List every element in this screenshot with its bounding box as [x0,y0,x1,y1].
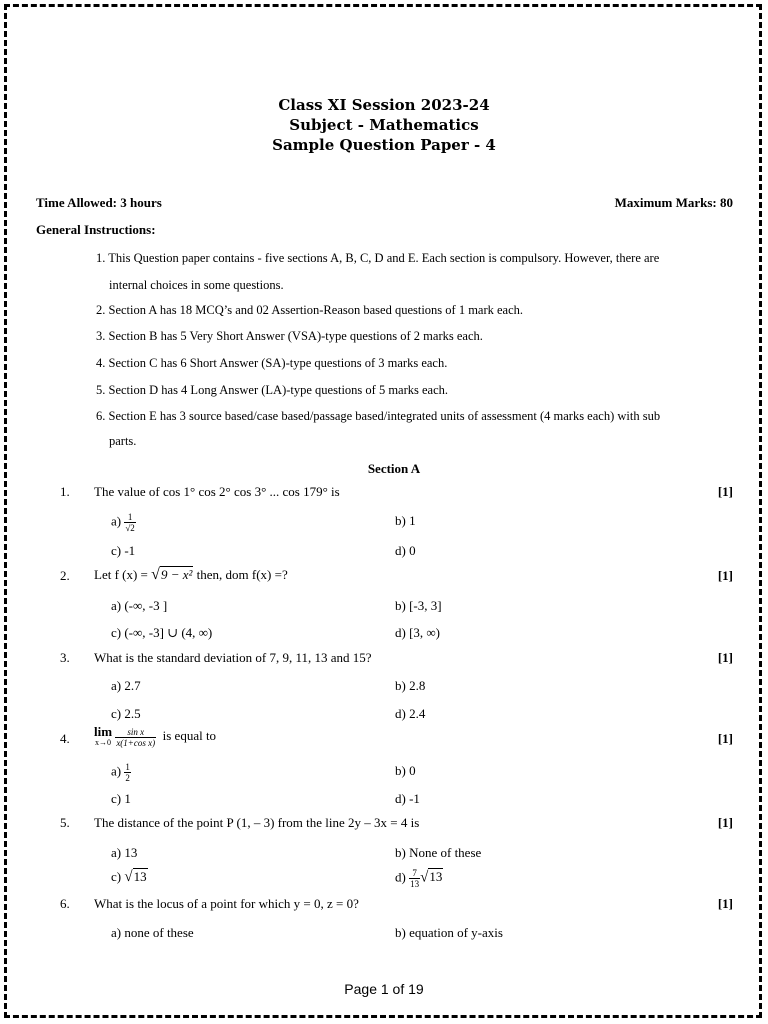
option-d: d) 2.4 [395,706,426,721]
option-b: b) 0 [395,763,416,778]
option-d [395,868,443,889]
question-text [94,726,216,748]
sqrt-symbol: √ [420,869,429,886]
question-marks: [1] [717,731,733,746]
section-title: Section A [367,461,421,476]
option-b: b) None of these [395,845,482,860]
option-b: b) 2.8 [395,678,426,693]
instruction-item: 5. Section D has 4 Long Answer (LA)-type questions of 5 marks each. [96,383,449,397]
limit-subscript: x→0 [95,738,112,747]
question-number: 1. [60,484,70,499]
instruction-item: 2. Section A has 18 MCQ’s and 02 Assertion-Reason based questions of 1 mark each. [96,303,524,317]
option-b: b) equation of y-axis [395,925,503,940]
fraction [124,762,131,783]
question-text: What is the standard deviation of 7, 9, 11, 13 and 15? [94,650,372,665]
header-class: Class XI Session 2023-24 [278,96,490,114]
question-text-post: is equal to [162,727,217,743]
fraction [124,512,135,533]
page-number: Page 1 of 19 [344,981,424,997]
question-text: The value of cos 1° cos 2° cos 3° ... cos 179° is [94,484,340,499]
fraction-numerator: 1 [125,762,130,772]
question-number: 3. [60,650,70,665]
general-instructions-title: General Instructions: [36,222,156,237]
question-text: What is the locus of a point for which y = 0, z = 0? [94,896,359,911]
question-number: 4. [60,731,70,746]
fraction-numerator: sin x [115,727,156,738]
limit-word: lim [94,724,113,739]
fraction [409,868,420,889]
option-label: a) [111,513,122,529]
question-number: 5. [60,815,70,830]
question-number: 6. [60,896,70,911]
header-paper: Sample Question Paper - 4 [272,136,496,154]
option-c: c) 1 [111,791,131,806]
question-text: The distance of the point P (1, – 3) from the line 2y – 3x = 4 is [94,815,420,830]
option-d: d) 0 [395,543,416,558]
fraction-numerator: 7 [409,868,420,879]
instruction-item: 1. This Question paper contains - five sections A, B, C, D and E. Each section is compulsory. However, there are [96,251,660,265]
option-a [111,762,131,783]
question-number: 2. [60,568,70,583]
question-marks: [1] [717,568,733,583]
option-a: a) (-∞, -3 ] [111,598,168,613]
time-allowed: Time Allowed: 3 hours [36,195,162,210]
question-marks: [1] [717,896,733,911]
question-text-pre: Let f (x) = [94,567,152,582]
instruction-item: 3. Section B has 5 Very Short Answer (VSA)-type questions of 2 marks each. [96,329,483,343]
option-label: c) [111,869,122,884]
option-a: a) 2.7 [111,678,141,693]
header-subject: Subject - Mathematics [289,116,479,134]
option-d: d) -1 [395,791,420,806]
sqrt-radicand: 13 [429,869,443,885]
option-a: a) none of these [111,925,194,940]
sqrt-expression: 9 − x² [160,567,193,582]
question-text [94,566,288,584]
option-d: d) [3, ∞) [395,625,441,640]
option-c: c) (-∞, -3] ∪ (4, ∞) [111,625,213,640]
fraction [115,727,156,748]
fraction-numerator: 1 [124,512,135,523]
option-c: c) -1 [111,543,136,558]
instruction-item: parts. [109,434,137,448]
fraction-denominator: √2 [125,523,135,533]
fraction-denominator: 13 [410,879,420,889]
fraction-denominator: 2 [125,773,130,783]
question-marks: [1] [717,815,733,830]
limit-operator [94,726,112,748]
option-label: d) [395,869,406,885]
option-b: b) [-3, 3] [395,598,442,613]
question-text-post: then, dom f(x) =? [193,567,288,582]
option-b: b) 1 [395,513,416,528]
fraction-denominator: x(1+cos x) [116,737,156,748]
instruction-item: internal choices in some questions. [109,278,284,292]
sqrt-radicand: 13 [133,869,147,884]
sqrt-symbol: √ [124,869,133,885]
instruction-item: 6. Section E has 3 source based/case based/passage based/integrated units of assessment (4 marks each) with sub [96,409,661,423]
option-c: c) 2.5 [111,706,141,721]
option-a: a) 13 [111,845,138,860]
maximum-marks: Maximum Marks: 80 [614,195,733,210]
option-a [111,512,136,533]
question-marks: [1] [717,484,733,499]
option-label: a) [111,763,122,779]
instruction-item: 4. Section C has 6 Short Answer (SA)-type questions of 3 marks each. [96,356,448,370]
sqrt-symbol: √ [151,566,160,583]
option-c [111,869,148,886]
question-marks: [1] [717,650,733,665]
page-border [4,4,762,1018]
